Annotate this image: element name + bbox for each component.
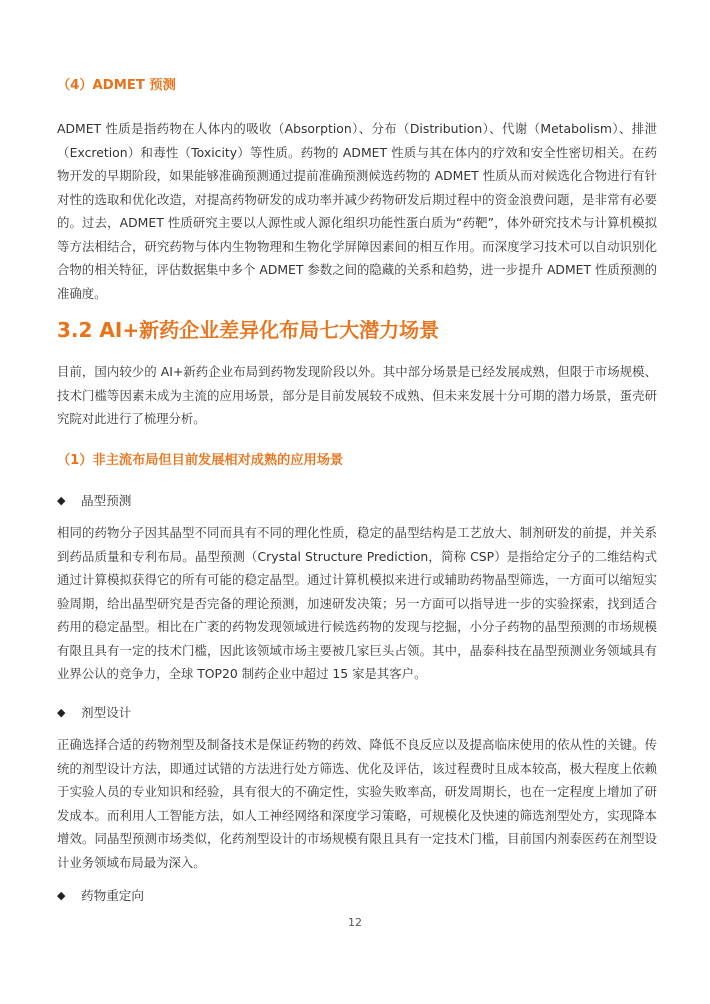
bullet-crystal-prediction — [57, 491, 657, 511]
subsection-1-heading: （1）非主流布局但目前发展相对成熟的应用场景 — [57, 453, 344, 468]
admet-heading: （4）ADMET 预测 — [57, 78, 176, 93]
bullet-drug-repurposing — [57, 886, 657, 906]
bullet-title: 剂型设计 — [81, 705, 132, 720]
bullet-title: 药物重定向 — [81, 888, 144, 903]
diamond-bullet-icon: ◆ — [57, 706, 66, 719]
diamond-bullet-icon: ◆ — [57, 889, 66, 902]
page-number: 12 — [348, 916, 362, 929]
formulation-design-paragraph: 正确选择合适的药物剂型及制备技术是保证药物的药效、降低不良反应以及提高临床使用的依从性的关键。传统的剂型设计方法，即通过试错的方法进行处方筛选、优化及评估，该过程费时且成本较高，极大程度上依赖于实验人员的专业知识和经验，具有很大的不确定性，实验失败率高，研发周期长，也在一定程度上增加了研发成本。而利用人工智能方法，如人工神经网络和深度学习策略，可规模化及快速的筛选剂型处方，实现降本增效。同晶型预测市场类似，化药剂型设计的市场规模有限且具有一定技术门槛，目前国内剂泰医药在剂型设计业务领域布局最为深入。 — [57, 737, 657, 870]
section-3-2-intro: 目前，国内较少的 AI+新药企业布局到药物发现阶段以外。其中部分场景是已经发展成熟，但限于市场规模、技术门槛等因素未成为主流的应用场景，部分是目前发展较不成熟、但未来发展十分可期的潜力场景，蛋壳研究院对此进行了梳理分析。 — [57, 364, 657, 426]
diamond-bullet-icon: ◆ — [57, 494, 66, 507]
bullet-title: 晶型预测 — [81, 493, 132, 508]
section-3-2-heading: 3.2 AI+新药企业差异化布局七大潜力场景 — [57, 318, 440, 342]
crystal-prediction-paragraph: 相同的药物分子因其晶型不同而具有不同的理化性质，稳定的晶型结构是工艺放大、制剂研发的前提，并关系到药品质量和专利布局。晶型预测（Crystal Structure Prediction，简称 CSP）是指给定分子的二维结构式通过计算模拟获得它的所有可能的稳定晶型。通过计算机模拟来进行或辅助药物晶型筛选，一方面可以缩短实验周期，给出晶型研究是否完备的理论预测，加速研发决策；另一方面可以指导进一步的实验探索，找到适合药用的稳定晶型。相比在广袤的药物发现领域进行候选药物的发现与挖掘，小分子药物的晶型预测的市场规模有限且具有一定的技术门槛，因此该领域市场主要被几家巨头占领。其中，晶泰科技在晶型预测业务领域具有业界公认的竞争力，全球 TOP20 制药企业中超过 15 家是其客户。 — [57, 525, 657, 681]
bullet-formulation-design — [57, 703, 657, 723]
admet-paragraph: ADMET 性质是指药物在人体内的吸收（Absorption）、分布（Distribution）、代谢（Metabolism）、排泄（Excretion）和毒性（Toxicity）等性质。药物的 ADMET 性质与其在体内的疗效和安全性密切相关。在药物开发的早期阶段，如果能够准确预测通过提前准确预测候选药物的 ADMET 性质从而对候选化合物进行有针对性的选取和优化改造，对提高药物研发的成功率并减少药物研发后期过程中的资金浪费问题，是非常有必要的。过去，ADMET 性质研究主要以人源性或人源化组织功能性蛋白质为“药靶”，体外研究技术与计算机模拟等方法相结合，研究药物与体内生物物理和生物化学屏障因素间的相互作用。而深度学习技术可以自动识别化合物的相关特征，评估数据集中多个 ADMET 参数之间的隐藏的关系和趋势，进一步提升 ADMET 性质预测的准确度。 — [57, 121, 657, 301]
